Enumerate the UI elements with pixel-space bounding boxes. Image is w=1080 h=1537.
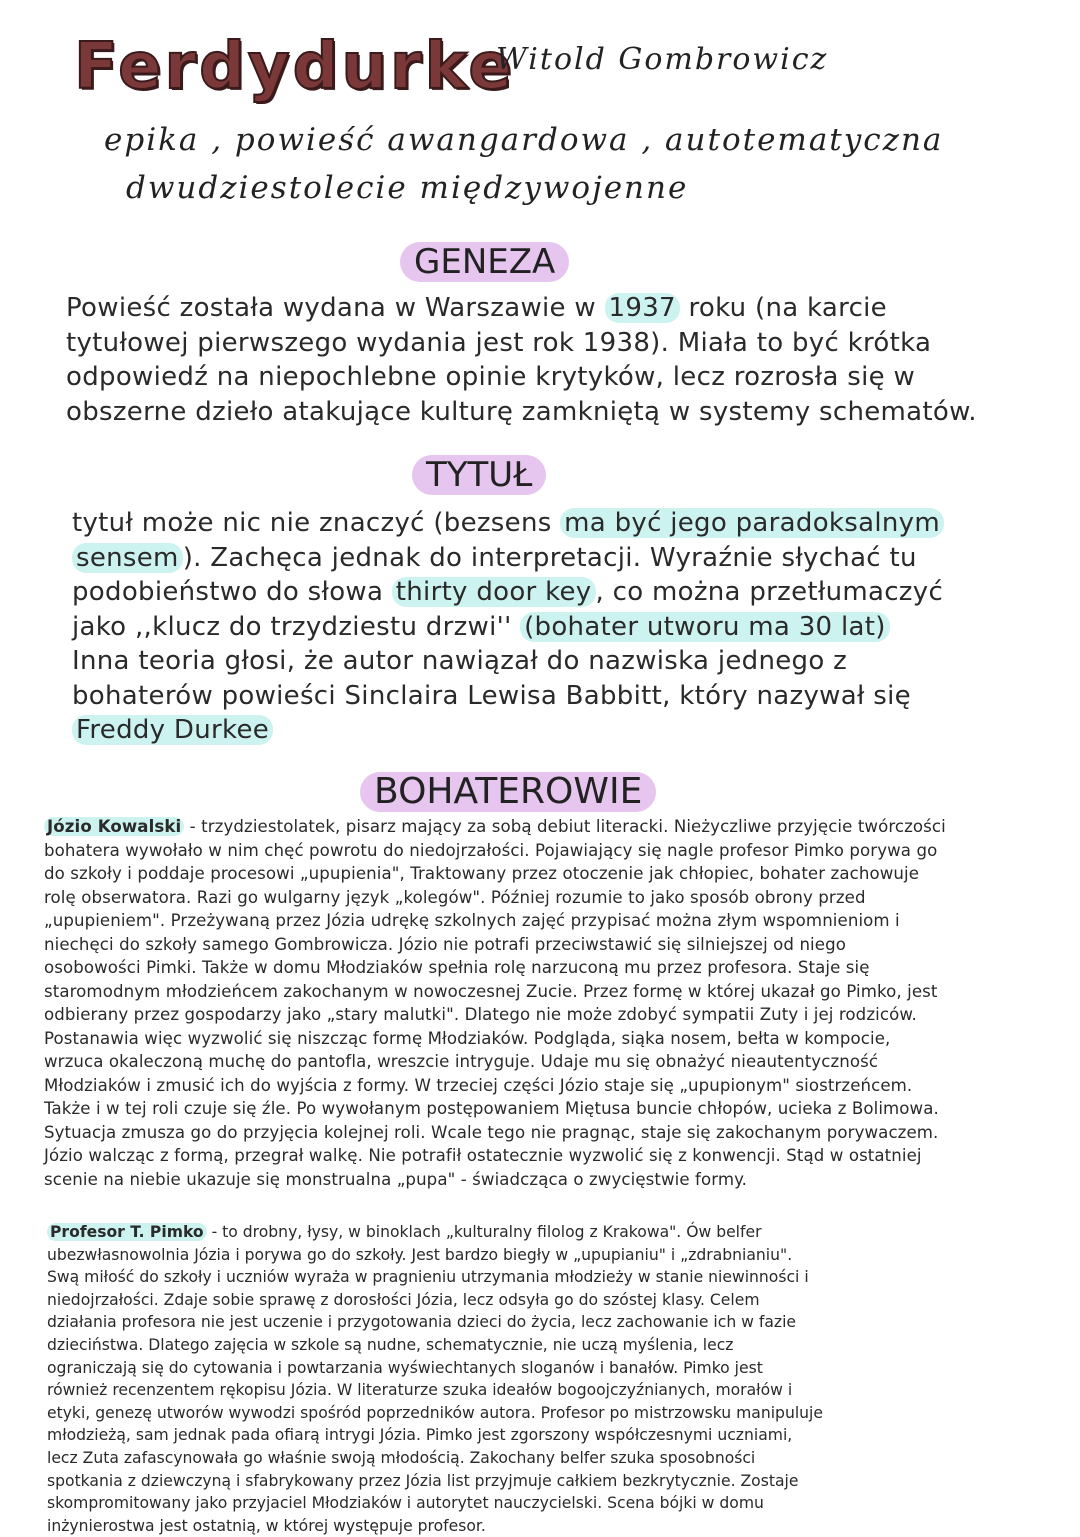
geneza-line-4: obszerne dzieło atakujące kulturę zamkniętą w systemy schematów.	[66, 396, 977, 427]
geneza-line-1: Powieść została wydana w Warszawie w 1937 roku (na karcie	[66, 293, 887, 323]
geneza-line-3: odpowiedź na niepochlebne opinie krytyków, lecz rozrosła się w	[66, 362, 916, 392]
highlight-freddy-durkee: Freddy Durkee	[72, 715, 273, 745]
pimko-line: ubezwłasnowolnia Józia i porywa go do szkoły. Jest bardzo biegły w „upupianiu" i „zdrabnianiu".	[47, 1245, 793, 1264]
highlight-paradox: ma być jego paradoksalnym	[560, 508, 944, 538]
tytul-line-1: tytuł może nic nie znaczyć (bezsens ma być jego paradoksalnym	[72, 506, 944, 541]
pimko-line: niedojrzałości. Zdaje sobie sprawę z dorosłości Józia, lecz odsyła go do szóstej klasy. Celem	[47, 1290, 760, 1309]
jozio-line: Młodziaków i zmusić ich do wyjścia z formy. W trzeciej części Józio staje się „upupionym" siostrzeńcem.	[44, 1075, 913, 1095]
pimko-line: Swą miłość do szkoły i uczniów wyraża w pragnieniu utrzymania młodzieży w stanie niewinności i	[47, 1268, 809, 1287]
pimko-name: Profesor T. Pimko	[47, 1223, 207, 1241]
tytul-heading: TYTUŁ	[412, 455, 546, 495]
year-highlight: 1937	[605, 293, 680, 323]
pimko-line: etyki, genezę utworów wywodzi spośród poprzedników autora. Profesor po mistrzowsku manipuluje	[47, 1403, 823, 1422]
pimko-line: działania profesora nie jest uczenie i przygotowania dzieci do życia, lecz zachowanie ich w fazie	[47, 1313, 797, 1332]
jozio-line: bohatera wywołało w nim chęć powrotu do niedojrzałości. Pojawiający się nagle profesor Pimko porywa go	[44, 840, 938, 860]
jozio-line: odbierany przez gospodarzy jako „stary malutki". Dlatego nie może zdobyć sympatii Zuty i jej rodziców.	[44, 1005, 917, 1024]
pimko-line: młodzieżą, sam jednak pada ofiarą intrygi Józia. Pimko jest zgorszony współczesnymi uczniami,	[47, 1426, 793, 1445]
pimko-line: również recenzentem rękopisu Józia. W literaturze szuka ideałów bogoojczyźnianych, morałów i	[47, 1381, 793, 1400]
pimko-line: Profesor T. Pimko - to drobny, łysy, w binoklach „kulturalny filolog z Krakowa". Ów belfer	[47, 1221, 823, 1244]
bohaterowie-heading: BOHATEROWIE	[360, 772, 656, 812]
tytul-line-3: podobieństwo do słowa thirty door key , co można przetłumaczyć	[72, 577, 944, 607]
jozio-line: Józio Kowalski - trzydziestolatek, pisarz mający za sobą debiut literacki. Nieżyczliwe przyjęcie twórczości	[44, 815, 946, 839]
tytul-line-4: jako ,,klucz do trzydziestu drzwi'' (bohater utworu ma 30 lat)	[72, 610, 944, 645]
pimko-line: lecz Zuta zafascynowała go właśnie swoją młodością. Zakochany belfer szuka sposobności	[47, 1448, 756, 1467]
jozio-line: niechęci do szkoły samego Gombrowicza. Józio nie potrafi przeciwstawić się silniejszej od niego	[44, 934, 846, 954]
tytul-paragraph	[72, 506, 944, 748]
highlight-age: (bohater utworu ma 30 lat)	[520, 612, 890, 642]
highlight-sense: sensem	[72, 543, 183, 573]
tytul-line-6: bohaterów powieści Sinclaira Lewisa Babbitt, który nazywał się	[72, 680, 911, 711]
tytul-line-2: sensem ). Zachęca jednak do interpretacji. Wyraźnie słychać tu	[72, 541, 944, 576]
jozio-line: scenie na niebie ukazuje się monstrualna „pupa" - świadcząca o zwycięstwie formy.	[44, 1169, 748, 1189]
pimko-line: skompromitowany jako przyjaciel Młodziaków i autorytet nauczycielski. Scena bójki w domu	[47, 1494, 764, 1513]
pimko-line: spotkania z dziewczyną i sfabrykowany przez Józia list przyjmuje całkiem bezkrytycznie. Zostaje	[47, 1471, 799, 1490]
pimko-line: dzieciństwa. Dlatego zajęcia w szkole są nudne, schematycznie, nie uczą myślenia, lecz	[47, 1335, 734, 1354]
jozio-line: do szkoły i poddaje procesowi „upupienia", Traktowany przez otoczenie jak chłopiec, bohater zachowuje	[44, 864, 920, 883]
author-name: Witold Gombrowicz	[496, 42, 829, 77]
jozio-line: staromodnym młodzieńcem zakochanym w nowoczesnej Zucie. Przez formę w której ukazał go Pimko, jest	[44, 981, 938, 1001]
tytul-line-7	[72, 713, 944, 748]
epoch-line: dwudziestolecie międzywojenne	[126, 170, 689, 206]
geneza-paragraph	[66, 291, 977, 429]
pimko-description	[47, 1221, 823, 1537]
jozio-description	[44, 815, 946, 1191]
geneza-line-2: tytułowej pierwszego wydania jest rok 1938). Miała to być krótka	[66, 327, 932, 358]
pimko-line: inżynierostwa jest ostatnią, w której występuje profesor.	[47, 1516, 486, 1535]
jozio-name: Józio Kowalski	[44, 817, 184, 836]
jozio-line: Sytuacja zmusza go do przyjęcia kolejnej roli. Wcale tego nie pragnąc, staje się zakochanym porywaczem.	[44, 1122, 939, 1142]
tytul-line-5: Inna teoria głosi, że autor nawiązał do nazwiska jednego z	[72, 646, 848, 676]
highlight-thirty-door-key: thirty door key	[392, 577, 596, 607]
jozio-line: rolę obserwatora. Razi go wulgarny język „kolegów". Później rozumie to jako sposób obrony przed	[44, 887, 866, 907]
jozio-line: wrzuca okaleczoną muchę do pantofla, wreszcie intryguje. Udaje mu się obnażyć nieautentyczność	[44, 1052, 879, 1071]
jozio-line: Postanawia więc wyzwolić się niszcząc formę Młodziaków. Podgląda, siąka nosem, bełta w kompocie,	[44, 1028, 891, 1048]
geneza-heading: GENEZA	[400, 242, 569, 282]
jozio-line: Józio walcząc z formą, przegrał walkę. Nie potrafił ostatecznie wyzwolić się z konwencji. Stąd w ostatniej	[44, 1146, 922, 1165]
jozio-line: Także i w tej roli czuje się źle. Po wywołanym postępowaniem Miętusa buncie chłopów, ucieka z Bolimowa.	[44, 1099, 939, 1118]
page-title: Ferdydurke	[74, 30, 515, 104]
jozio-line: „upupieniem". Przeżywaną przez Józia udrękę szkolnych zajęć przypisać można złym wspomnieniom i	[44, 911, 900, 930]
genre-line: epika , powieść awangardowa , autotematyczna	[104, 122, 944, 158]
pimko-line: ograniczają się do cytowania i powtarzania wyświechtanych sloganów i banałów. Pimko jest	[47, 1358, 763, 1377]
jozio-line: osobowości Pimki. Także w domu Młodziaków spełnia rolę narzuconą mu przez profesora. Staje się	[44, 958, 870, 977]
